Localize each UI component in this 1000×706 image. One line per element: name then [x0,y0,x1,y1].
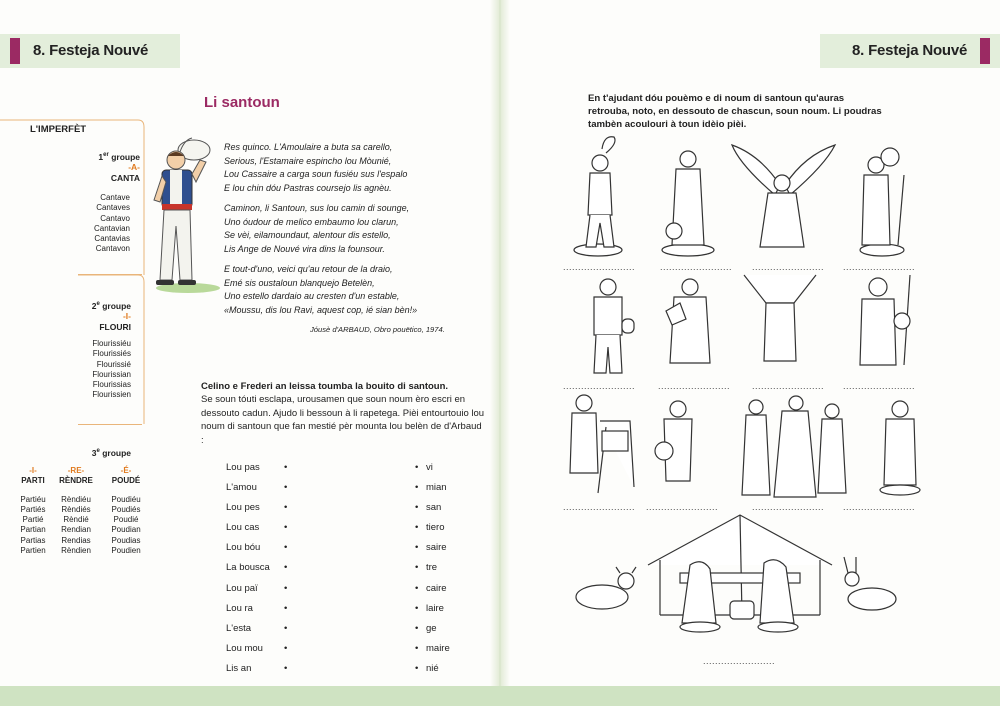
answer-line-8[interactable]: ........................ [843,381,916,391]
santon-figure-6 [666,279,710,363]
poem-stanza-2: Caminon, li Santoun, sus lou camin di sounge, Uno óudour de melico embaumo lou clarun, Se vèi, eilamoundaut, alentour dis estello, Lis Ange de Nouvé vira dins la founsour. [224,203,410,254]
answer-line-10[interactable]: ........................ [646,502,719,512]
group1-forms: Cantave Cantaves Cantavo Cantavian Cantavias Cantavon [93,193,130,254]
answer-line-13[interactable]: ........................ [703,656,776,666]
santon-figure-5 [594,279,634,373]
santon-figure-7 [744,275,816,361]
santon-figure-11 [742,396,846,497]
santons-drawings [560,135,940,655]
answer-line-6[interactable]: ........................ [658,381,731,391]
right-instruction: En t'ajudant dóu pouèmo e di noum di santoun qu'auras retrouba, noto, en dessouto de chascun, soun noum. Li poudras tambèn acoulouri à toun idèio pièi. [588,93,882,130]
answer-line-1[interactable]: ........................ [563,262,636,272]
exercise-title: Celino e Frederi an leissa toumba la bouito di santoun. [201,381,449,392]
santon-figure-1 [574,137,622,256]
nativity-donkey [844,557,896,610]
group3-col-rendre: -RE- RÈNDRE Rèndiéu Rèndiés Rèndié Rendian Rendias Rèndien [59,466,93,556]
left-header-title: 8. Festeja Nouvé [33,42,149,59]
answer-line-5[interactable]: ........................ [563,381,636,391]
right-header [820,34,1000,68]
answer-line-3[interactable]: ........................ [752,262,825,272]
right-header-title: 8. Festeja Nouvé [852,42,968,59]
answer-line-4[interactable]: ........................ [843,262,916,272]
answer-line-12[interactable]: ........................ [843,502,916,512]
nativity-ox [576,567,636,609]
group2-marker: -I- [122,311,131,322]
group1-marker: -A- [128,162,140,173]
santon-figure-3 [732,145,835,247]
sidebar-title: L'IMPERFÈT [30,124,87,135]
right-header-tab [980,38,990,64]
santon-figure-4 [860,148,904,256]
bottom-band [0,686,1000,706]
group3-col-poude: -É- POUDÉ Poudiéu Poudiés Poudié Poudian Poudias Poudien [111,466,141,556]
group2-forms: Flourissiéu Flourissiés Flourissié Flourissian Flourissias Flourissien [92,339,131,400]
page-title: Li santoun [204,94,280,111]
word-end-list: vi mian san tiero saire tre caire laire ge maire nié [426,462,450,674]
group2-label: 2e groupe [91,300,131,311]
sidebar-divider-2 [78,424,142,425]
answer-line-9[interactable]: ........................ [563,502,636,512]
word-start-list: Lou pas L'amou Lou pes Lou cas Lou bóu La bousca Lou paï Lou ra L'esta Lou mou Lis an [226,462,270,674]
group2-heading [71,299,131,332]
group1-label: 1er groupe [98,151,140,162]
santon-figure-9 [570,395,634,493]
poem-stanza-1: Res quinco. L'Amoulaire a buta sa carello, Serious, l'Estamaire espincho lou Mòunié, Lou Cassaire a carga soun fusiéu sus l'espalo E lou chin dóu Pastras coursejo lis agnèu. [224,142,408,193]
exercise-text-block [201,380,486,447]
group3-heading [71,446,131,458]
santon-figure-10 [655,401,692,481]
group3-col-parti: -I- PARTI Partiéu Partiés Partié Partian Partias Partien [20,466,46,556]
group3-label: 3e groupe [91,447,131,458]
nativity-joseph [758,560,798,632]
match-dots-left[interactable]: • • • • • • • • • • • [284,462,288,674]
group1-verb: CANTA [110,172,140,183]
exercise-text: Se soun tóuti esclapa, urousamen que soun noum èro escri en dessouto cadun. Ajudo li bessoun à li rapetega. Pièi entourtouio lou noum di santoun que fan mestié pèr mounta lou belèn de d'Arbaud : [201,394,485,446]
match-dots-right[interactable]: • • • • • • • • • • • [415,462,419,674]
answer-line-11[interactable]: ........................ [752,502,825,512]
poem-source: Jóusè d'ARBAUD, Obro pouëtico, 1974. [310,325,445,334]
poem [224,141,417,324]
santon-figure-8 [860,275,910,365]
group2-verb: FLOURI [99,321,131,332]
group1-heading [80,150,140,183]
left-header [0,34,180,68]
santon-figure-2 [662,151,714,256]
poem-stanza-3: E tout-d'uno, veici qu'au retour de la draio, Emé sis oustaloun blanquejo Betelèn, Uno estello dardaio au cresten d'un estable, «Moussu, dis lou Ravi, aquest cop, ié sian bèn!» [224,264,418,315]
nativity-mary [680,562,720,632]
left-header-tab [10,38,20,64]
santon-illustration [150,130,222,295]
santon-figure-12 [880,401,920,495]
nativity-child [730,601,754,619]
answer-line-2[interactable]: ........................ [660,262,733,272]
book-gutter [490,0,510,706]
nativity-creche [648,515,832,615]
answer-line-7[interactable]: ........................ [752,381,825,391]
